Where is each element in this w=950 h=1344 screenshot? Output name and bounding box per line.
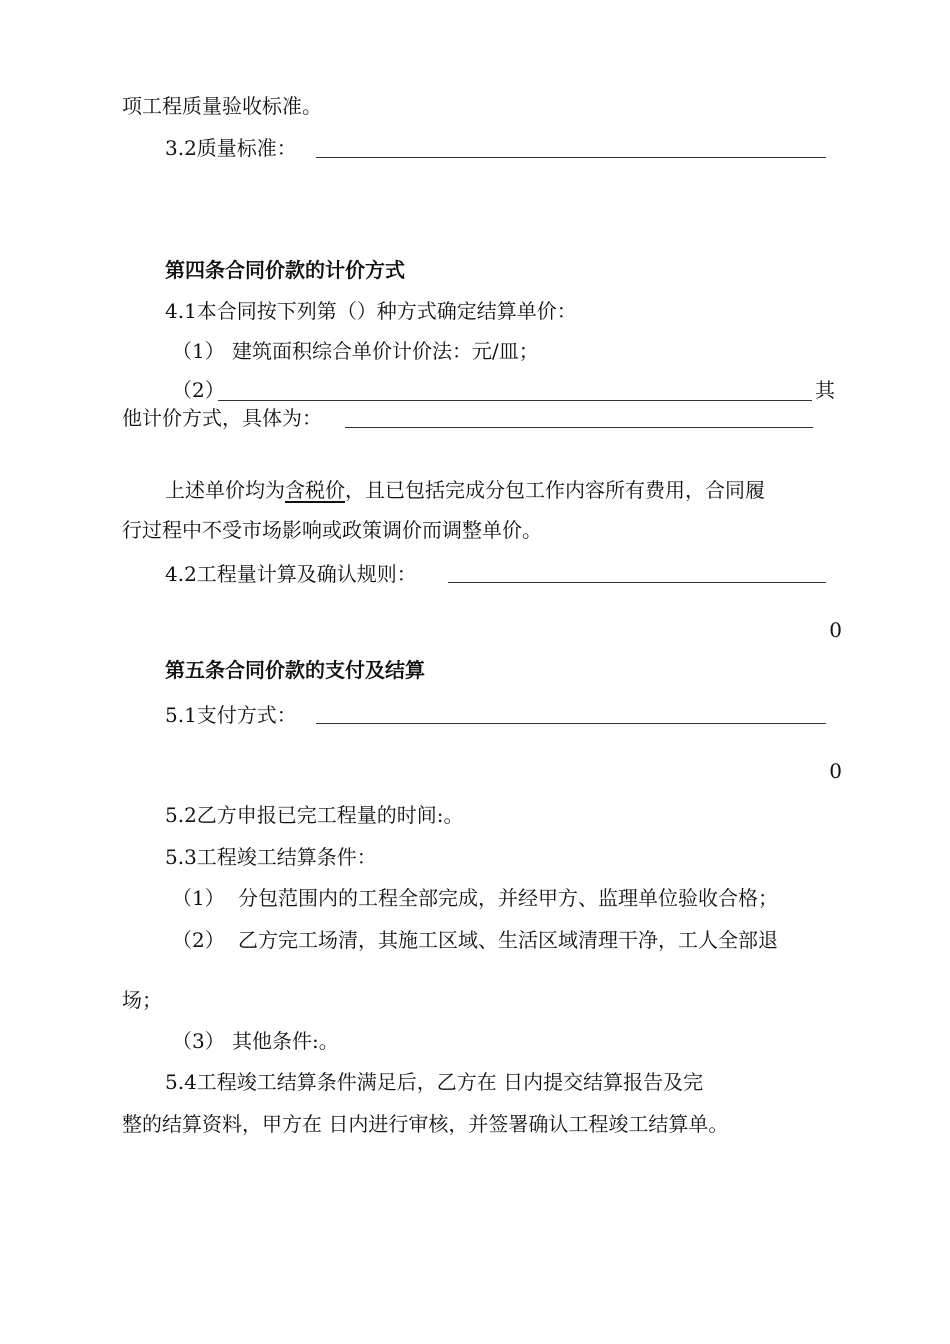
condition-1-number: （1） xyxy=(172,886,225,910)
quality-standard-blank xyxy=(316,157,826,158)
quality-standard-tail: 项工程质量验收标准。 xyxy=(122,94,322,118)
clause-4-2-blank xyxy=(448,582,826,583)
tax-inclusive-term: 含税价 xyxy=(285,478,345,502)
condition-2-text: 乙方完工场清，其施工区域、生活区域清理干净，工人全部退 xyxy=(238,928,778,952)
quality-standard-label: 3.2质量标准： xyxy=(165,136,297,160)
option-2-line2: 他计价方式，具体为： xyxy=(122,406,322,430)
tax-statement-post: ，且已包括完成分包工作内容所有费用，合同履 xyxy=(345,478,765,502)
clause-5-1-end-mark: 0 xyxy=(829,759,842,783)
payment-method-blank xyxy=(316,723,826,724)
option-2-number: （2） xyxy=(172,378,225,402)
condition-1-text: 分包范围内的工程全部完成，并经甲方、监理单位验收合格； xyxy=(238,886,778,910)
condition-3-text: 其他条件:。 xyxy=(232,1029,339,1053)
clause-5-3: 5.3工程竣工结算条件： xyxy=(165,845,377,869)
option-2-tail: 其 xyxy=(815,378,835,402)
clause-4-2-end-mark: 0 xyxy=(829,618,842,642)
clause-5-4-line2: 整的结算资料，甲方在 日内进行审核，并签署确认工程竣工结算单。 xyxy=(122,1112,729,1136)
article-5-title: 第五条合同价款的支付及结算 xyxy=(165,658,425,682)
tax-statement-pre: 上述单价均为 xyxy=(165,478,285,502)
clause-4-2: 4.2工程量计算及确认规则： xyxy=(165,562,417,586)
tax-statement-line2: 行过程中不受市场影响或政策调价而调整单价。 xyxy=(122,518,542,542)
article-4-title: 第四条合同价款的计价方式 xyxy=(165,258,405,282)
condition-3-number: （3） xyxy=(172,1029,225,1053)
condition-2-number: （2） xyxy=(172,928,225,952)
clause-5-4: 5.4工程竣工结算条件满足后，乙方在 日内提交结算报告及完 xyxy=(165,1070,704,1094)
clause-4-1: 4.1本合同按下列第（）种方式确定结算单价： xyxy=(165,299,577,323)
option-1-text: 建筑面积综合单价计价法：元/皿； xyxy=(232,339,539,363)
clause-5-1: 5.1支付方式： xyxy=(165,703,297,727)
tax-statement xyxy=(165,476,765,504)
condition-2-line2: 场； xyxy=(122,988,162,1012)
option-1-number: （1） xyxy=(172,339,225,363)
other-method-blank xyxy=(345,427,813,428)
clause-5-2: 5.2乙方申报已完工程量的时间:。 xyxy=(165,803,464,827)
option-2-blank xyxy=(218,400,812,401)
